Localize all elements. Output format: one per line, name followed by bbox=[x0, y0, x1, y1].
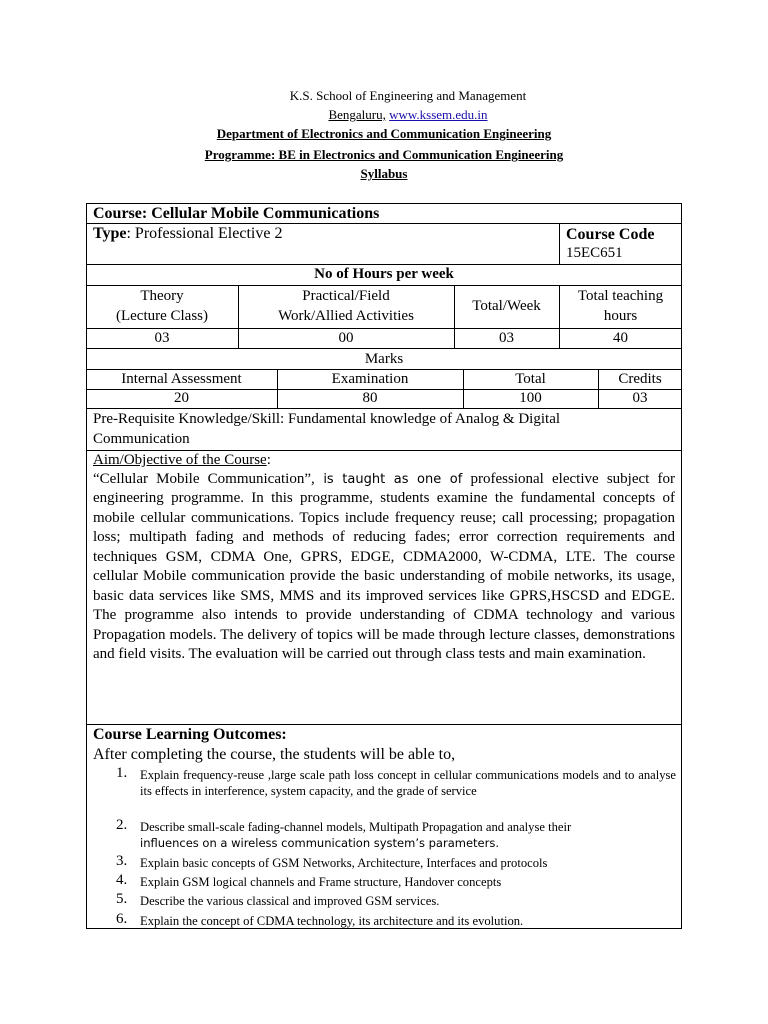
practical-header: Practical/Field bbox=[302, 288, 390, 304]
theory-header: Theory bbox=[140, 288, 184, 304]
institution-location bbox=[24, 107, 768, 123]
examination-header: Examination bbox=[331, 371, 409, 387]
prereq-line-1: Pre-Requisite Knowledge/Skill: Fundamental knowledge of Analog & Digital bbox=[93, 411, 561, 427]
course-title: Course: Cellular Mobile Communications bbox=[93, 205, 380, 222]
aim-heading bbox=[93, 451, 271, 470]
outcome-text-sans: influences on a wireless communication system’s parameters. bbox=[140, 836, 499, 850]
outcome-number: 2. bbox=[116, 817, 128, 833]
rule bbox=[86, 408, 682, 409]
internal-assessment-header: Internal Assessment bbox=[121, 371, 242, 387]
rule bbox=[559, 223, 560, 264]
course-code-label: Course Code bbox=[566, 226, 655, 243]
website-link[interactable]: www.kssem.edu.in bbox=[389, 107, 488, 122]
course-code-value: 15EC651 bbox=[566, 245, 623, 261]
outcome-text: Describe the various classical and improved GSM services. bbox=[140, 894, 440, 908]
city-text: Bengaluru, bbox=[328, 107, 386, 122]
aim-sans-phrase: is taught as one of bbox=[314, 472, 463, 487]
credits-header: Credits bbox=[618, 371, 662, 387]
aim-quote: “Cellular Mobile Communication”, bbox=[93, 471, 315, 487]
course-type-value: : Professional Elective 2 bbox=[126, 225, 283, 242]
aim-body: professional elective subject for engineering programme. In this programme, students examine the fundamental concepts of mobile cellular communications. Topics include frequency reuse; call processing; propagation loss; multipath fading and methods of reducing fades; error correction requirements and techniques GSM, CDMA One, GPRS, EDGE, CDMA2000, W-CDMA, LTE. The course cellular Mobile communication provide the basic understanding of mobile networks, its usage, basic data services like SMS, MMS and its improved services like GPRS,HSCSD and EDGE. The programme also intends to provide understanding of CDMA technology and various Propagation models. The delivery of topics will be made through lecture classes, demonstrations and field visits. The evaluation will be carried out through class tests and main examination. bbox=[93, 471, 675, 663]
institution-name: K.S. School of Engineering and Management bbox=[289, 88, 527, 103]
outcome-text: Explain GSM logical channels and Frame structure, Handover concepts bbox=[140, 875, 502, 889]
practical-value: 00 bbox=[338, 330, 354, 346]
total-header: Total bbox=[515, 371, 546, 387]
outcome-number: 6. bbox=[116, 911, 128, 927]
outcome-text-main: Describe small-scale fading-channel models, Multipath Propagation and analyse their bbox=[140, 820, 572, 834]
outcomes-heading: Course Learning Outcomes: bbox=[93, 726, 287, 743]
prereq-line-2: Communication bbox=[93, 431, 190, 447]
course-type-label: Type bbox=[93, 225, 127, 242]
department-title: Department of Electronics and Communication Engineering bbox=[216, 126, 552, 141]
outcomes-intro: After completing the course, the students will be able to, bbox=[93, 746, 456, 763]
teaching-hours-header: Total teaching bbox=[577, 288, 664, 304]
teaching-hours-value: 40 bbox=[613, 330, 628, 346]
internal-assessment-value: 20 bbox=[174, 390, 189, 406]
credits-value: 03 bbox=[632, 390, 648, 406]
syllabus-title: Syllabus bbox=[360, 166, 408, 181]
outcome-number: 4. bbox=[116, 872, 128, 888]
total-week-header: Total/Week bbox=[472, 298, 541, 314]
total-value: 100 bbox=[519, 390, 542, 406]
aim-heading-colon: : bbox=[266, 452, 271, 468]
outcome-number: 1. bbox=[116, 765, 128, 781]
outcome-text: Explain frequency-reuse ,large scale path loss concept in cellular communications models and to analyse its effects in interference, system capacity, and the grade of service bbox=[140, 768, 676, 798]
theory-header-sub: (Lecture Class) bbox=[115, 308, 209, 324]
hours-heading: No of Hours per week bbox=[314, 266, 454, 282]
practical-header-sub: Work/Allied Activities bbox=[278, 308, 414, 324]
aim-heading-text: Aim/Objective of the Course bbox=[93, 452, 267, 468]
outcome-number: 3. bbox=[116, 853, 128, 869]
aim-paragraph bbox=[93, 470, 675, 665]
theory-value: 03 bbox=[154, 330, 170, 346]
total-week-value: 03 bbox=[499, 330, 514, 346]
outcome-text: Explain basic concepts of GSM Networks, Architecture, Interfaces and protocols bbox=[140, 856, 548, 870]
marks-heading: Marks bbox=[364, 351, 404, 367]
rule bbox=[86, 348, 682, 349]
examination-value: 80 bbox=[362, 390, 378, 406]
outcome-number: 5. bbox=[116, 891, 128, 907]
rule bbox=[86, 285, 682, 286]
programme-title: Programme: BE in Electronics and Communication Engineering bbox=[204, 147, 564, 162]
outcome-text: Explain the concept of CDMA technology, its architecture and its evolution. bbox=[140, 914, 524, 928]
course-type bbox=[93, 224, 282, 243]
teaching-hours-header-sub: hours bbox=[603, 308, 638, 324]
outcome-text bbox=[140, 819, 676, 851]
